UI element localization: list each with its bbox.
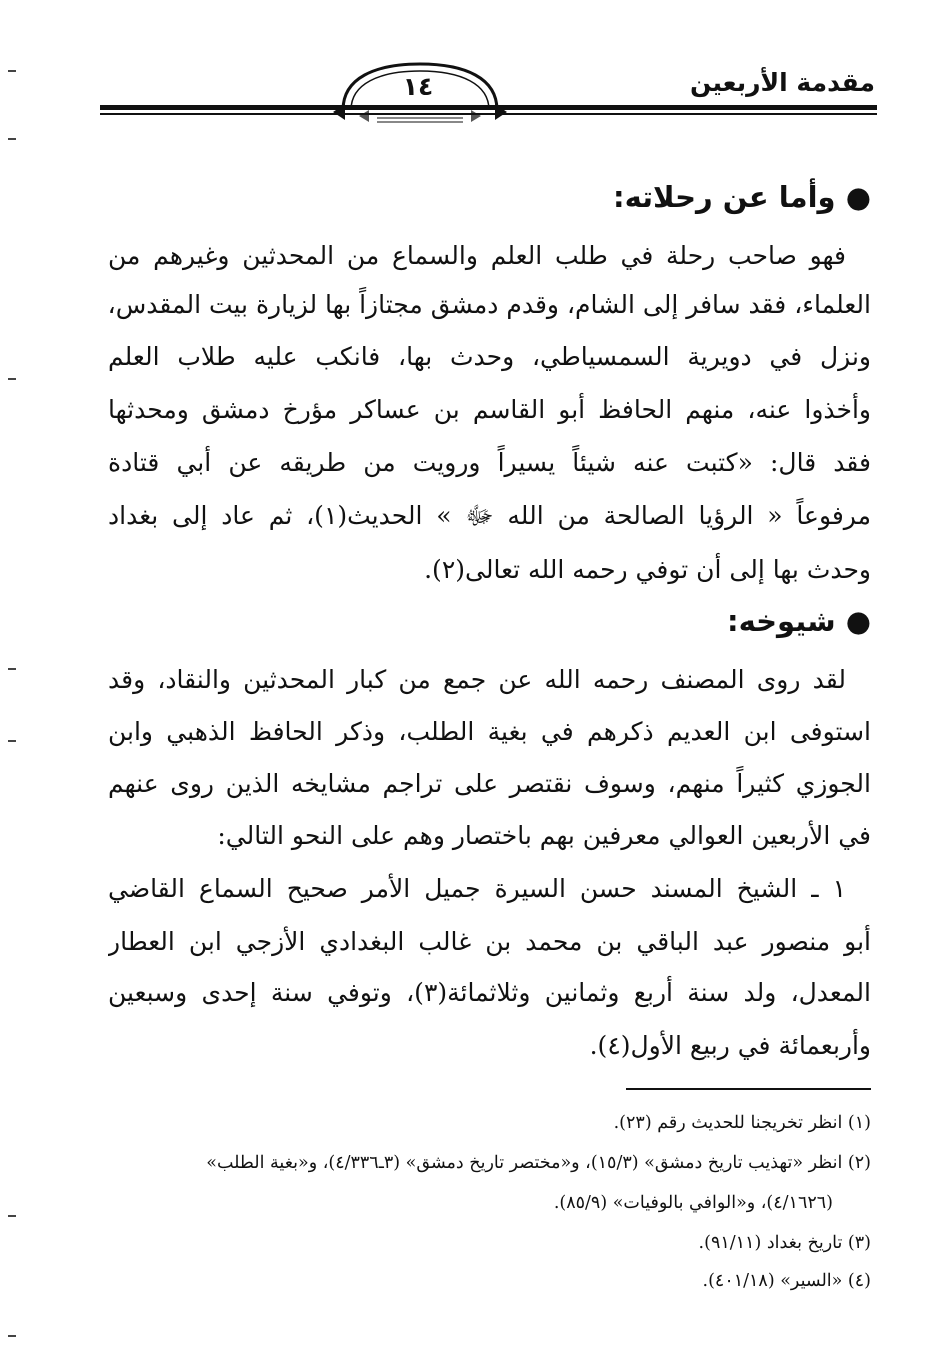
body-line: في الأربعين العوالي معرفين بهم باختصار وهم على النحو التالي: [217, 821, 871, 850]
body-line: لقد روى المصنف رحمه الله عن جمع من كبار المحدثين والنقاد، وقد [108, 665, 846, 694]
edge-mark [8, 740, 16, 742]
footnote: (٤/١٦٢٦)، و«الوافي بالوفيات» (٨٥/٩). [553, 1193, 833, 1213]
header-rule-thick [100, 105, 877, 110]
body-line: وحدث بها إلى أن توفي رحمه الله تعالى(٢). [424, 555, 871, 584]
section-heading-travels: ● وأما عن رحلاته: [612, 180, 871, 214]
bullet-icon: ● [835, 180, 871, 214]
running-header [100, 60, 877, 130]
edge-mark [8, 1335, 16, 1337]
body-line: الجوزي كثيراً منهم، وسوف نقتصر على تراجم مشايخه الذين روى عنهم [108, 769, 871, 798]
edge-mark [8, 138, 16, 140]
header-rule-thin [100, 113, 877, 115]
body-line: أبو منصور عبد الباقي بن محمد بن غالب البغدادي الأزجي ابن العطار [108, 927, 871, 956]
body-line: وأخذوا عنه، منهم الحافظ أبو القاسم بن عساكر مؤرخ دمشق ومحدثها [108, 395, 871, 424]
body-line: فهو صاحب رحلة في طلب العلم والسماع من المحدثين وغيرهم من [108, 241, 846, 270]
body-line: استوفى ابن العديم ذكرهم في بغية الطلب، وذكر الحافظ الذهبي وابن [108, 717, 871, 746]
body-line: العلماء، فقد سافر إلى الشام، وقدم دمشق مجتازاً بها لزيارة بيت المقدس، [108, 290, 871, 319]
body-line: المعدل، ولد سنة أربع وثمانين وثلاثمائة(٣)، وتوفي سنة إحدى وسبعين [108, 978, 871, 1007]
running-title: مقدمة الأربعين [689, 68, 875, 97]
edge-mark [8, 1215, 16, 1217]
footnote: (٢) انظر «تهذيب تاريخ دمشق» (١٥/٣)، و«مختصر تاريخ دمشق» (٣ـ٤/٣٣٦)، و«بغية الطلب» [206, 1153, 871, 1173]
body-line: وأربعمائة في ربيع الأول(٤). [589, 1031, 871, 1060]
edge-mark [8, 378, 16, 380]
page-number: ١٤ [402, 72, 434, 101]
footnote-rule [626, 1088, 871, 1090]
footnote: (٤) «السير» (٤٠١/١٨). [702, 1271, 871, 1291]
edge-mark [8, 668, 16, 670]
edge-mark [8, 70, 16, 72]
bullet-icon: ● [835, 604, 871, 638]
body-line: ونزل في دويرية السمسياطي، وحدث بها، فانكب عليه طلاب العلم [108, 342, 871, 371]
footnote: (٣) تاريخ بغداد (٩١/١١). [698, 1233, 871, 1253]
section-heading-teachers: ● شيوخه: [726, 604, 871, 638]
body-line: فقد قال: «كتبت عنه شيئاً يسيراً ورويت من طريقه عن أبي قتادة [108, 448, 871, 477]
body-line: ١ ـ الشيخ المسند حسن السيرة جميل الأمر صحيح السماع القاضي [108, 874, 846, 903]
footnote: (١) انظر تخريجنا للحديث رقم (٢٣). [613, 1113, 871, 1133]
body-line: مرفوعاً « الرؤيا الصالحة من الله ﷻ » الحديث(١)، ثم عاد إلى بغداد [108, 501, 871, 530]
